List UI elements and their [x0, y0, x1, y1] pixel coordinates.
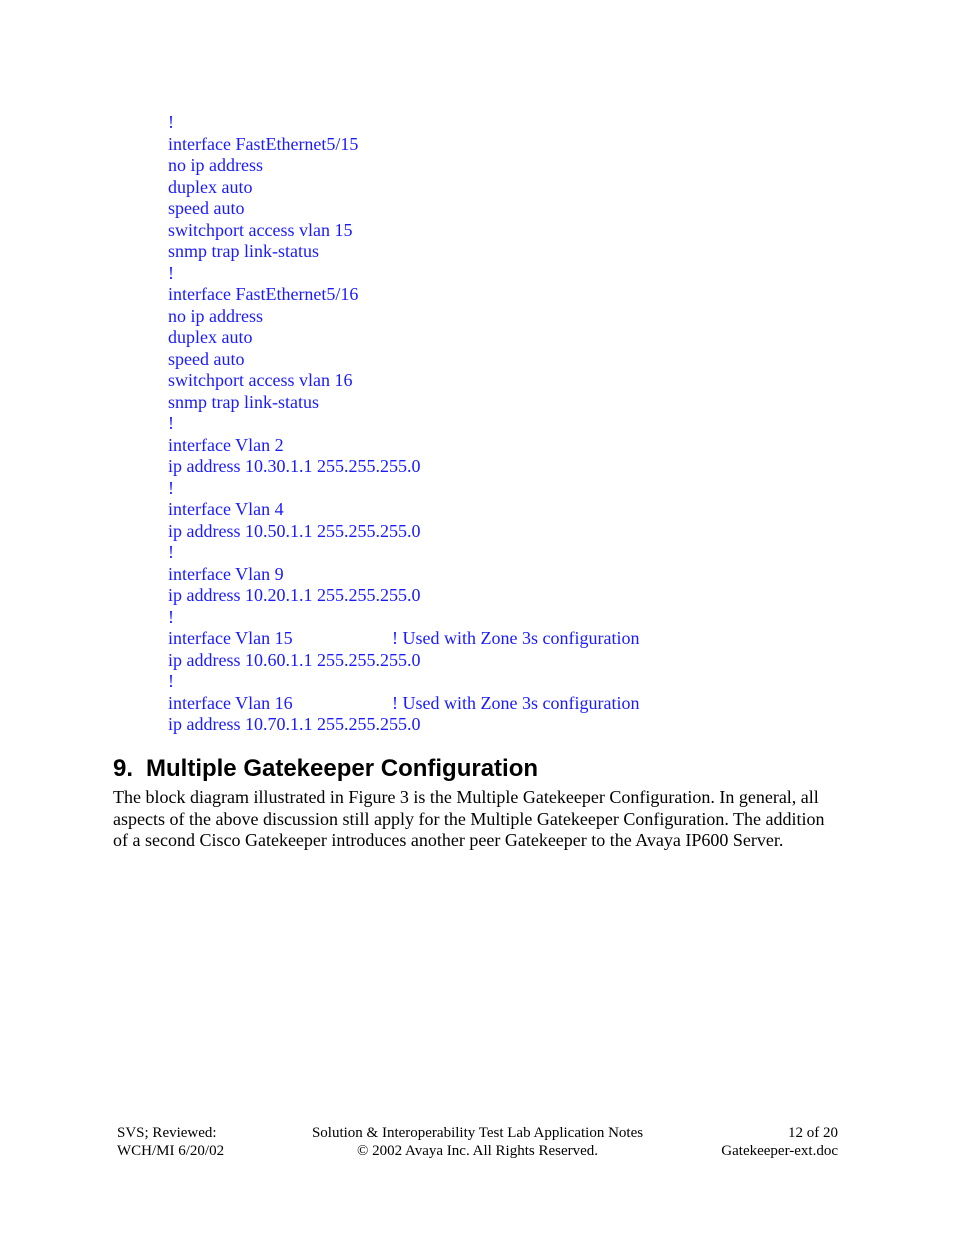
config-command: duplex auto — [168, 176, 253, 197]
config-line — [168, 349, 888, 371]
config-line — [168, 650, 888, 672]
config-line — [168, 564, 888, 586]
config-line — [168, 284, 888, 306]
config-command: speed auto — [168, 348, 245, 369]
footer-review-label: SVS; Reviewed: — [117, 1125, 217, 1141]
config-command: switchport access vlan 15 — [168, 219, 353, 240]
config-command: snmp trap link-status — [168, 241, 319, 261]
config-command: ! — [168, 542, 174, 562]
config-command: interface FastEthernet5/15 — [168, 133, 359, 154]
config-line — [168, 155, 888, 177]
config-line — [168, 327, 888, 349]
config-line — [168, 499, 888, 521]
footer-review-date: WCH/MI 6/20/02 — [117, 1143, 225, 1159]
config-line — [168, 413, 888, 435]
config-line — [168, 478, 888, 500]
config-line — [168, 263, 888, 285]
config-command: ! — [168, 262, 174, 283]
footer-lab-title: Solution & Interoperability Test Lab Application Notes — [311, 1125, 644, 1141]
config-command: ! — [168, 112, 174, 132]
config-command: interface Vlan 16 — [168, 692, 293, 713]
config-line — [168, 607, 888, 629]
section-heading — [113, 754, 538, 784]
footer-right — [721, 1124, 838, 1160]
config-command: duplex auto — [168, 327, 253, 347]
config-comment: ! Used with Zone 3s configuration — [392, 628, 640, 648]
page-footer — [117, 1124, 838, 1164]
config-command: switchport access vlan 16 — [168, 370, 353, 390]
config-line — [168, 456, 888, 478]
config-line — [168, 370, 888, 392]
config-command: ip address 10.30.1.1 255.255.255.0 — [168, 456, 421, 476]
config-command: interface FastEthernet5/16 — [168, 284, 359, 304]
config-command: interface Vlan 2 — [168, 434, 284, 455]
config-command: no ip address — [168, 305, 263, 326]
config-line — [168, 585, 888, 607]
config-line — [168, 392, 888, 414]
footer-left — [117, 1124, 224, 1160]
config-line — [168, 198, 888, 220]
config-line — [168, 435, 888, 457]
config-line — [168, 134, 888, 156]
config-command: interface Vlan 9 — [168, 563, 284, 584]
config-command: ip address 10.70.1.1 255.255.255.0 — [168, 714, 421, 734]
config-comment: ! Used with Zone 3s configuration — [392, 692, 640, 713]
config-command: ! — [168, 671, 174, 691]
section-title: Multiple Gatekeeper Configuration — [146, 755, 539, 782]
config-line — [168, 693, 888, 715]
config-command: ! — [168, 606, 174, 627]
config-command: ! — [168, 413, 174, 433]
config-command: ! — [168, 477, 174, 498]
config-command: interface Vlan 4 — [168, 499, 284, 519]
config-listing — [168, 112, 888, 736]
config-command: ip address 10.50.1.1 255.255.255.0 — [168, 520, 421, 541]
config-command: no ip address — [168, 155, 263, 175]
section-number: 9. — [113, 755, 134, 782]
config-line — [168, 628, 888, 650]
config-line — [168, 714, 888, 736]
config-line — [168, 177, 888, 199]
config-command: snmp trap link-status — [168, 391, 319, 412]
config-line — [168, 241, 888, 263]
config-line — [168, 521, 888, 543]
config-command: interface Vlan 15 — [168, 628, 293, 648]
config-command: speed auto — [168, 198, 245, 218]
config-line — [168, 220, 888, 242]
footer-copyright: © 2002 Avaya Inc. All Rights Reserved. — [356, 1143, 599, 1159]
config-line — [168, 671, 888, 693]
config-line — [168, 112, 888, 134]
config-command: ip address 10.20.1.1 255.255.255.0 — [168, 585, 421, 605]
section-body-paragraph: The block diagram illustrated in Figure 3 is the Multiple Gatekeeper Configuration. In general, all aspects of the above discussion still apply for the Multiple Gatekeeper Configuration. The addition of a second Cisco Gatekeeper introduces another peer Gatekeeper to the Avaya IP600 Server. — [113, 787, 825, 850]
config-line — [168, 306, 888, 328]
footer-page-number: 12 of 20 — [788, 1125, 838, 1141]
config-command: ip address 10.60.1.1 255.255.255.0 — [168, 649, 421, 670]
config-line — [168, 542, 888, 564]
footer-filename: Gatekeeper-ext.doc — [721, 1143, 838, 1159]
